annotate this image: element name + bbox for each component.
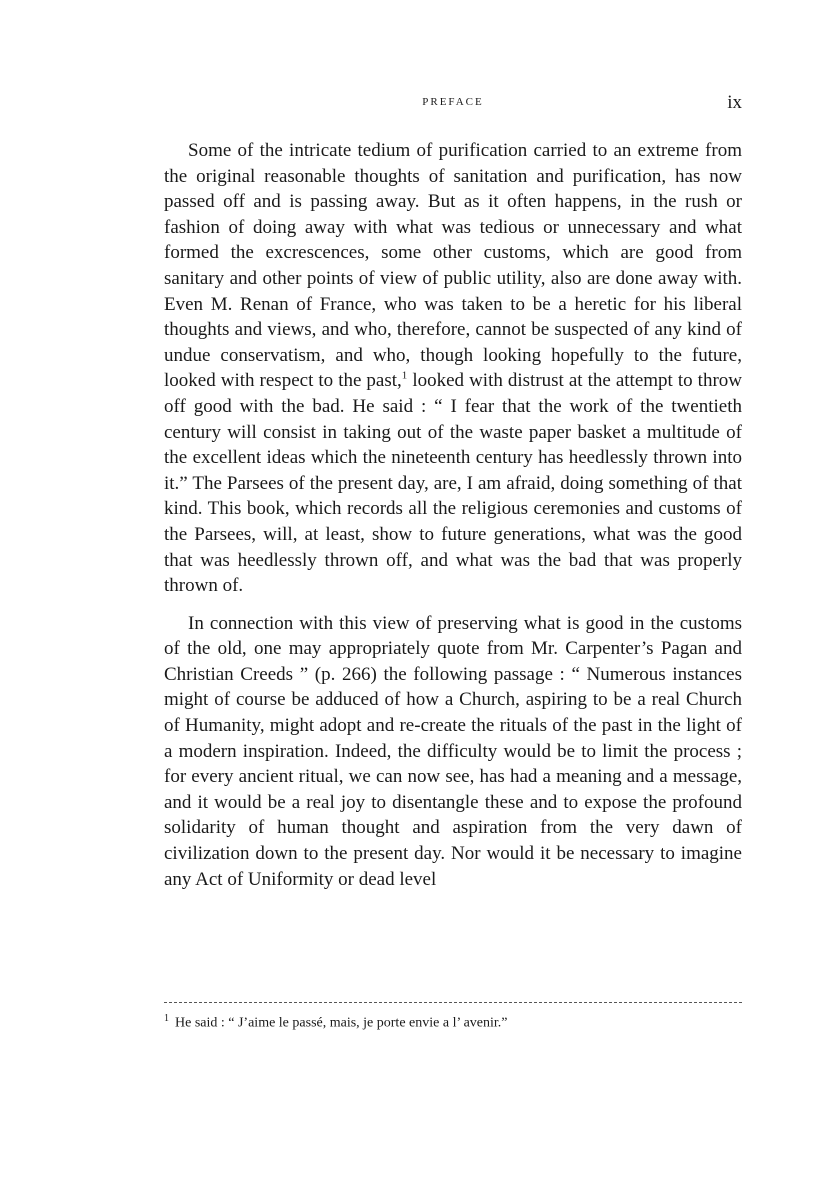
- footnote-mark: 1: [164, 1013, 169, 1024]
- footnote-reference: 1: [401, 370, 408, 383]
- paragraph-2: In connection with this view of preserving what is good in the customs of the old, one may appropriately quote from Mr. Carpenter’s Pagan and Christian Creeds ” (p. 266) the following passage : “ Numerous instances might of course be adduced of how a Church, aspiring to be a real Church of Humanity, might adopt and re-create the rituals of the past in the light of a modern inspiration. Indeed, the difficulty would be to limit the process ; for every ancient ritual, we can now see, has had a meaning and a message, and it would be a real joy to disentangle these and to expose the profound solidarity of human thought and aspiration from the very dawn of civilization down to the present day. Nor would it be necessary to imagine any Act of Uniformity or dead level: [164, 612, 742, 890]
- footnote-divider: [164, 1002, 742, 1003]
- footnote: [164, 1010, 742, 1033]
- footnote-text: He said : “ J’aime le passé, mais, je porte envie a l’ avenir.”: [175, 1015, 508, 1031]
- body-text: [164, 138, 742, 892]
- paragraph-1: [164, 138, 742, 599]
- paragraph-1-text-a: Some of the intricate tedium of purification carried to an extreme from the original reasonable thoughts of sanitation and purification, has now passed off and is passing away. But as it often happens, in the rush or fashion of doing away with what was tedious or unnecessary and what formed the excrescences, some other customs, which are good from sanitary and other points of view of public utility, also are done away with. Even M. Renan of France, who was taken to be a heretic for his liberal thoughts and views, and who, therefore, cannot be suspected of any kind of undue conservatism, and who, though looking hopefully to the future, looked with respect to the past,: [164, 140, 742, 392]
- running-title: PREFACE: [422, 96, 484, 108]
- page-number: ix: [727, 92, 742, 113]
- running-head: [164, 92, 742, 116]
- paragraph-1-text-b: looked with distrust at the attempt to throw off good with the bad. He said : “ I fear that the work of the twentieth century will consist in taking out of the waste paper basket a multitude of the excellent ideas which the nineteenth century has heedlessly thrown into it.” The Parsees of the present day, are, I am afraid, doing something of that kind. This book, which records all the religious ceremonies and customs of the Parsees, will, at least, show to future generations, what was the good that was heedlessly thrown off, and what was the bad that was properly thrown of.: [164, 370, 742, 597]
